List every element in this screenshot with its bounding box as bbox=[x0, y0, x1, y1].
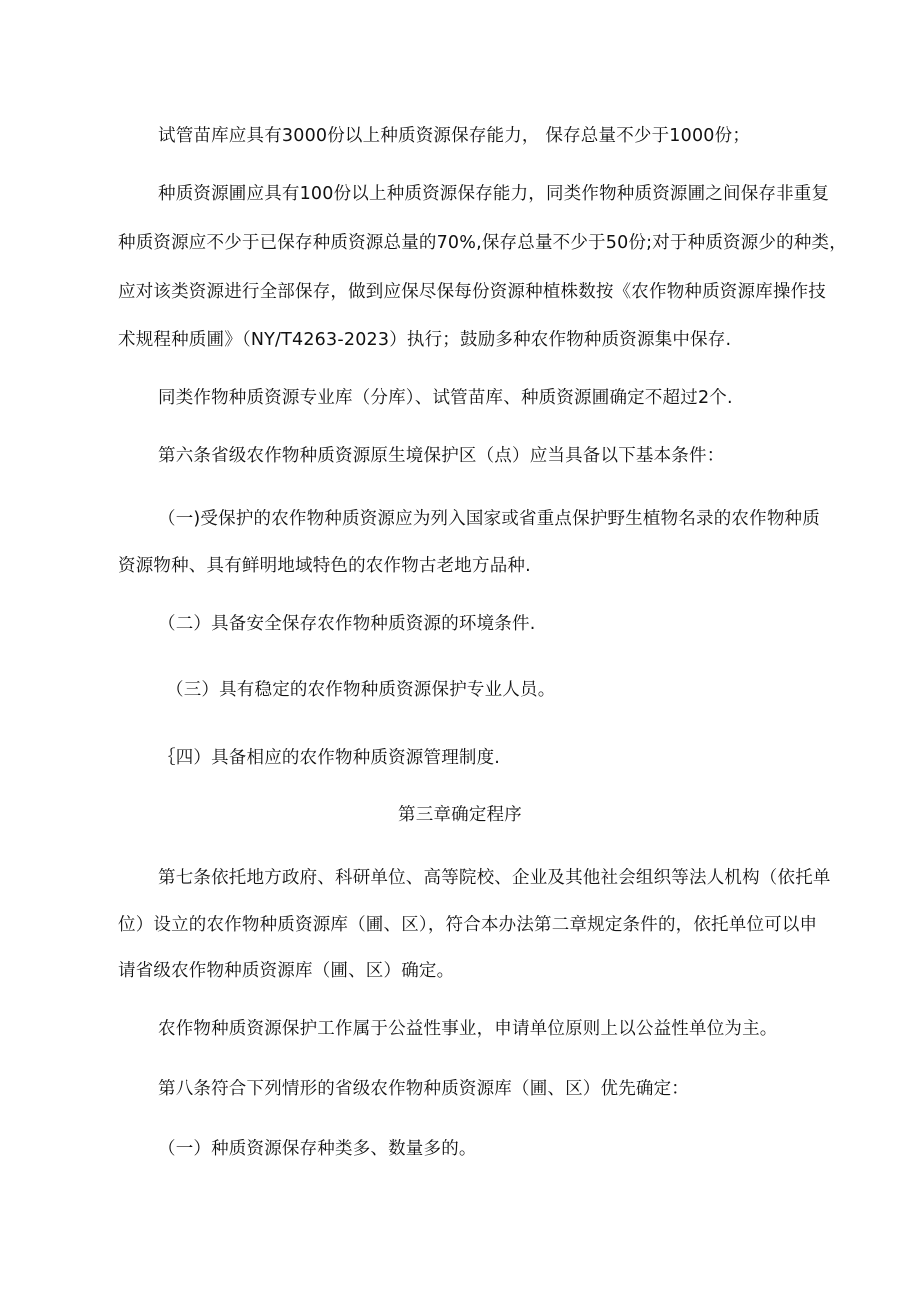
paragraph-line: 种质资源应不少于已保存种质资源总量的70%,保存总量不少于50份;对于种质资源少的种类， bbox=[118, 233, 847, 253]
paragraph-line: 种质资源圃应具有100份以上种质资源保存能力，同类作物种质资源圃之间保存非重复 bbox=[158, 184, 830, 204]
list-item: （一）种质资源保存种类多、数量多的。 bbox=[158, 1139, 477, 1159]
list-item: （三）具有稳定的农作物种质资源保护专业人员。 bbox=[166, 680, 556, 700]
paragraph-line: 资源物种、具有鲜明地域特色的农作物古老地方品种. bbox=[118, 556, 531, 576]
paragraph-line: 第七条依托地方政府、科研单位、高等院校、企业及其他社会组织等法人机构（依托单 bbox=[158, 868, 831, 888]
paragraph-line: 农作物种质资源保护工作属于公益性事业，申请单位原则上以公益性单位为主。 bbox=[158, 1019, 778, 1039]
paragraph-line: 试管苗库应具有3000份以上种质资源保存能力， 保存总量不少于1000份； bbox=[158, 126, 751, 146]
paragraph-line: 请省级农作物种质资源库（圃、区）确定。 bbox=[118, 961, 455, 981]
section-heading: 第六条省级农作物种质资源原生境保护区（点）应当具备以下基本条件： bbox=[158, 446, 725, 466]
list-item: ｛四）具备相应的农作物种质资源管理制度. bbox=[158, 748, 501, 768]
paragraph-line: 位）设立的农作物种质资源库（圃、区），符合本办法第二章规定条件的，依托单位可以申 bbox=[118, 915, 818, 935]
list-item: （一)受保护的农作物种质资源应为列入国家或省重点保护野生植物名录的农作物种质 bbox=[158, 509, 820, 529]
paragraph-line: 同类作物种质资源专业库（分库）、试管苗库、种质资源圃确定不超过2个. bbox=[158, 388, 733, 408]
list-item: （二）具备安全保存农作物种质资源的环境条件. bbox=[158, 614, 536, 634]
paragraph-line: 应对该类资源进行全部保存，做到应保尽保每份资源种植株数按《农作物种质资源库操作技 bbox=[118, 282, 826, 302]
chapter-title: 第三章确定程序 bbox=[398, 805, 522, 825]
paragraph-line: 术规程种质圃》（NY/T4263-2023）执行；鼓励多种农作物种质资源集中保存. bbox=[118, 330, 732, 350]
section-heading: 第八条符合下列情形的省级农作物种质资源库（圃、区）优先确定： bbox=[158, 1079, 689, 1099]
